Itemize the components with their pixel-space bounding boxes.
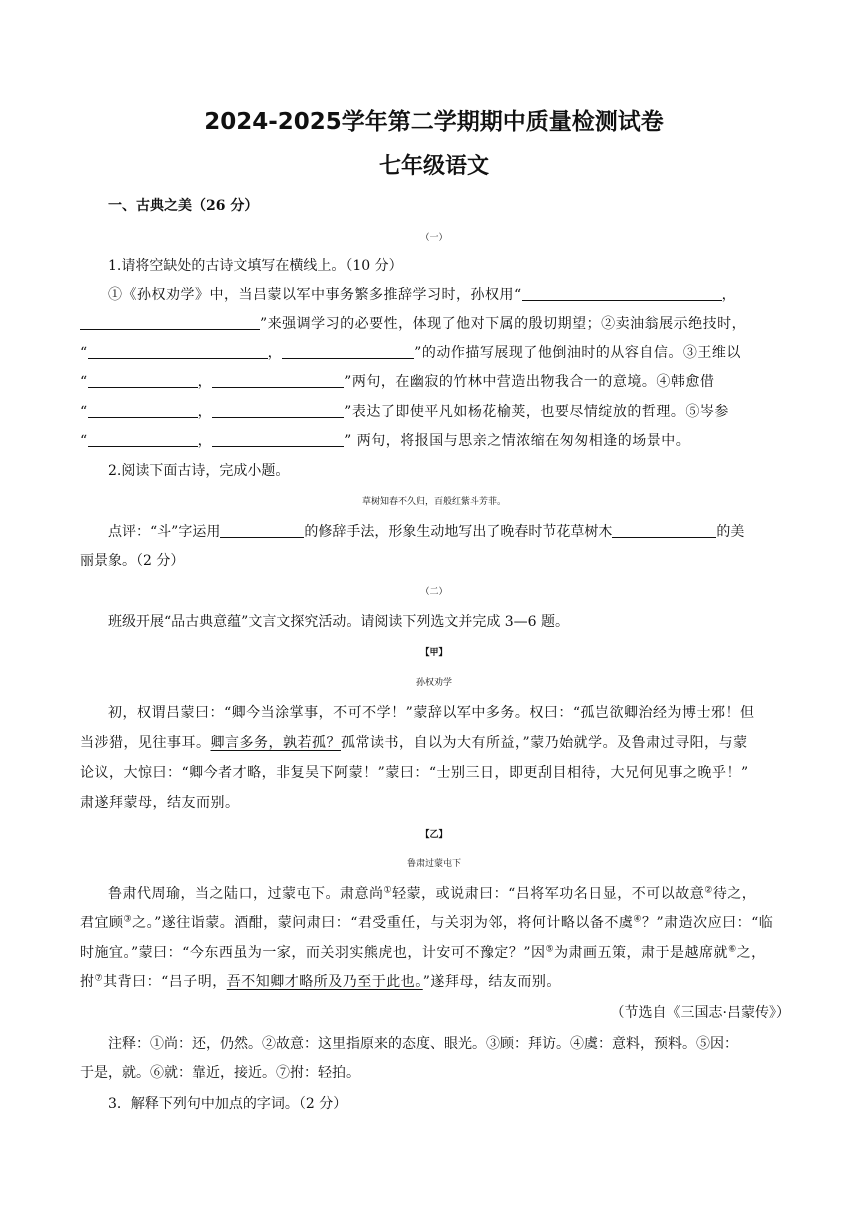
passage-jia-line-2: [80, 733, 748, 753]
yi-p4-text-c: ”遂拜母，结友而别。: [422, 974, 561, 990]
yi-p3-text-a: 时施宜。”蒙曰：“今东西虽为一家，而关羽实熊虎也，计安可不豫定？”因: [80, 945, 546, 961]
question-2-line-1: [108, 522, 744, 542]
part-label-2: （二）: [420, 587, 448, 597]
question-1-title: 1.请将空缺处的古诗文填写在横线上。（10 分）: [108, 258, 403, 274]
passage-jia-line-4: 肃遂拜蒙母，结友而别。: [80, 795, 240, 811]
answer-blank[interactable]: [88, 372, 198, 388]
passage-jia-line-1: 初，权谓吕蒙曰：“卿今当涂掌事，不可不学！”蒙辞以军中多务。权曰：“孤岂欲卿治经为博士邪！但: [108, 705, 755, 721]
q1-l1-text-a: ①《孙权劝学》中，当吕蒙以军中事务繁多推辞学习时，孙权用“: [108, 287, 522, 303]
answer-blank[interactable]: [220, 522, 304, 538]
passage-yi-line-4: [80, 972, 561, 992]
q1-l5-text-b: ，: [197, 404, 213, 420]
footnote-marker: ⑦: [94, 973, 104, 984]
jia-p2-text-b: 孤常读书，自以为大有所益，”蒙乃始就学。及鲁肃过寻阳，与蒙: [341, 735, 748, 751]
question-1-line-6: [80, 431, 690, 451]
q1-l3-text-a: “: [80, 345, 88, 361]
passage-jia-line-3: 论议，大惊曰：“卿今者才略，非复吴下阿蒙！”蒙曰：“士别三日，即更刮目相待，大兄何见事之晚乎！”: [80, 765, 749, 781]
footnote-marker: ④: [633, 914, 642, 925]
jia-p2-text-a: 当涉猎，见往事耳。: [80, 735, 211, 751]
page-subtitle: 七年级语文: [378, 154, 489, 179]
yi-p1-text-a: 鲁肃代周瑜，当之陆口，过蒙屯下。肃意尚: [108, 886, 384, 902]
underlined-sentence: 吾不知卿才略所及乃至于此也。: [226, 974, 423, 990]
passage-yi-title: 鲁肃过蒙屯下: [406, 859, 461, 869]
yi-p2-text-c: ？”肃造次应曰：“临: [641, 915, 774, 931]
answer-blank[interactable]: [88, 402, 198, 418]
passage-source: （节选自《三国志·吕蒙传》）: [610, 1005, 790, 1021]
passage-yi-line-3: [80, 943, 766, 963]
q1-l3-text-b: ，: [267, 345, 283, 361]
passage-yi-label: 【乙】: [420, 830, 448, 840]
answer-blank[interactable]: [522, 285, 722, 301]
q2-l1-text-b: 的修辞手法，形象生动地写出了晚春时节花草树木: [304, 524, 613, 540]
yi-p1-text-c: 待之，: [712, 886, 757, 902]
yi-p4-text-b: 其背曰：“吕子明，: [103, 974, 227, 990]
reading-intro: 班级开展“品古典意蕴”文言文探究活动。请阅读下列选文并完成 3—6 题。: [108, 614, 570, 630]
footnote-marker: ③: [123, 914, 133, 925]
q1-l5-text-c: ”表达了即使平凡如杨花榆荚，也要尽情绽放的哲理。⑤岑参: [344, 404, 729, 420]
footnote-marker: ①: [383, 885, 393, 896]
notes-line-1: 注释：①尚：还，仍然。②故意：这里指原来的态度、眼光。③顾：拜访。④虞：意料，预料。⑤因：: [108, 1036, 738, 1052]
q2-l1-text-a: 点评：“斗”字运用: [108, 524, 221, 540]
notes-line-2: 于是，就。⑥就：靠近，接近。⑦拊：轻拍。: [80, 1065, 360, 1081]
yi-p4-text-a: 拊: [80, 974, 95, 990]
question-1-line-2: [80, 314, 746, 334]
answer-blank[interactable]: [212, 431, 344, 447]
q1-l6-text-c: ” 两句，将报国与思亲之情浓缩在匆匆相逢的场景中。: [344, 433, 691, 449]
yi-p1-text-b: 轻蒙，或说肃曰：“吕将军功名日显，不可以故意: [392, 886, 705, 902]
q1-l2-text-a: ”来强调学习的必要性，体现了他对下属的殷切期望；②卖油翁展示绝技时，: [260, 316, 747, 332]
question-1-line-1: [108, 285, 736, 305]
answer-blank[interactable]: [88, 431, 198, 447]
q1-l4-text-b: ，: [197, 374, 213, 390]
q1-l6-text-b: ，: [197, 433, 213, 449]
q1-l5-text-a: “: [80, 404, 88, 420]
underlined-sentence: 卿言多务，孰若孤？: [210, 735, 341, 751]
question-3-title: 3．解释下列句中加点的字词。（2 分）: [108, 1096, 348, 1112]
yi-p3-text-b: 为肃画五策，肃于是越席就: [554, 945, 729, 961]
answer-blank[interactable]: [612, 522, 716, 538]
q1-l3-text-c: ”的动作描写展现了他倒油时的从容自信。③王维以: [414, 345, 741, 361]
passage-yi-line-1: [108, 884, 756, 904]
passage-yi-line-2: [80, 913, 773, 933]
answer-blank[interactable]: [212, 372, 344, 388]
question-2-line-2: 丽景象。（2 分）: [80, 553, 185, 569]
section-heading-1: 一、古典之美（26 分）: [108, 198, 259, 214]
question-2-poem: 草树知春不久归，百般红紫斗芳菲。: [361, 497, 506, 507]
answer-blank[interactable]: [80, 314, 260, 330]
q1-l1-text-b: ，: [721, 287, 737, 303]
answer-blank[interactable]: [282, 343, 414, 359]
question-2-title: 2.阅读下面古诗，完成小题。: [108, 463, 290, 479]
q2-l1-text-c: 的美: [716, 524, 745, 540]
page-title: 2024-2025学年第二学期期中质量检测试卷: [204, 109, 664, 135]
yi-p2-text-b: 之。”遂往诣蒙。酒酣，蒙问肃曰：“君受重任，与关羽为邻，将何计略以备不虞: [132, 915, 634, 931]
footnote-marker: ②: [704, 885, 713, 896]
footnote-marker: ⑥: [728, 944, 737, 955]
question-1-line-3: [80, 343, 741, 363]
question-1-line-4: [80, 372, 714, 392]
answer-blank[interactable]: [212, 402, 344, 418]
passage-jia-title: 孙权劝学: [415, 678, 452, 688]
part-label-1: （一）: [420, 233, 448, 243]
yi-p2-text-a: 君宜顾: [80, 915, 124, 931]
answer-blank[interactable]: [88, 343, 268, 359]
q1-l4-text-c: ”两句，在幽寂的竹林中营造出物我合一的意境。④韩愈借: [344, 374, 715, 390]
passage-jia-label: 【甲】: [420, 648, 448, 658]
yi-p3-text-c: 之，: [736, 945, 766, 961]
question-1-line-5: [80, 402, 729, 422]
q1-l4-text-a: “: [80, 374, 88, 390]
footnote-marker: ⑤: [545, 944, 555, 955]
q1-l6-text-a: “: [80, 433, 88, 449]
